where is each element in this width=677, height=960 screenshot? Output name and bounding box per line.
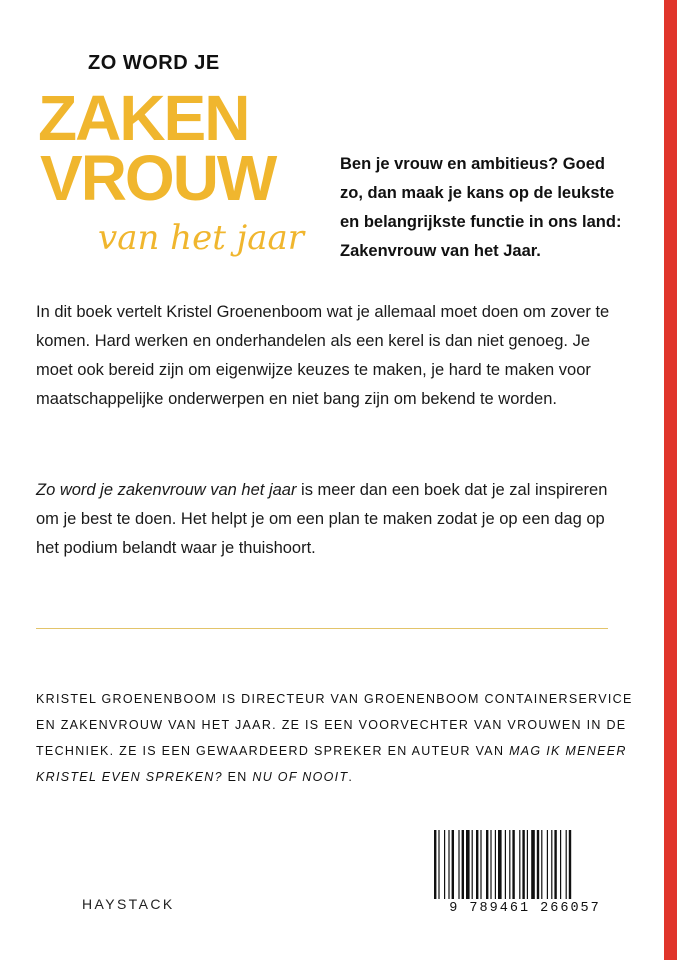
lead-paragraph: Ben je vrouw en ambitieus? Goed zo, dan maak je kans op de leukste en belangrijkste functie in ons land: Zakenvrouw van het Jaar.: [340, 155, 622, 260]
section-divider: [36, 628, 608, 629]
bio-text-1: KRISTEL GROENENBOOM IS DIRECTEUR VAN GROENENBOOM CONTAINERSERVICE EN ZAKENVROUW VAN HET JAAR. ZE IS EEN VOORVECHTER VAN VROUWEN IN DE TECHNIEK. ZE IS EEN GEWAARDEERD SPREKER EN AUTEUR VAN: [36, 692, 633, 758]
title-kicker: ZO WORD JE: [88, 52, 220, 74]
bio-book-2: NU OF NOOIT: [252, 770, 349, 784]
bio-book-1: MAG IK MENEER KRISTEL EVEN SPREKEN?: [36, 744, 627, 784]
bio-text-3: .: [348, 770, 354, 784]
bio-text-2: EN: [222, 770, 253, 784]
author-bio: [36, 686, 636, 790]
title-subline: van het jaar: [98, 218, 305, 258]
title-line-vrouw: VROUW: [40, 142, 276, 214]
red-spine-strip: [664, 0, 677, 960]
barcode-number: 9 789461 266057: [430, 899, 620, 916]
title-line-zaken: ZAKEN: [38, 82, 249, 154]
barcode-icon: [430, 830, 620, 940]
body-paragraph-2-text: is meer dan een boek dat je zal inspireren om je best te doen. Het helpt je om een plan te maken zodat je op een dag op het podium belandt waar je thuishoort.: [36, 481, 608, 557]
body-paragraph-2: [36, 476, 622, 563]
book-title-italic: Zo word je zakenvrouw van het jaar: [36, 481, 297, 499]
publisher-logo: HAYSTACK: [82, 896, 175, 912]
body-paragraph-1: In dit boek vertelt Kristel Groenenboom wat je allemaal moet doen om zover te komen. Hard werken en onderhandelen als een kerel is dan niet genoeg. Je moet ook bereid zijn om eigenwijze keuzes te maken, je hard te maken voor maatschappelijke onderwerpen en niet bang zijn om bekend te worden.: [36, 303, 610, 408]
